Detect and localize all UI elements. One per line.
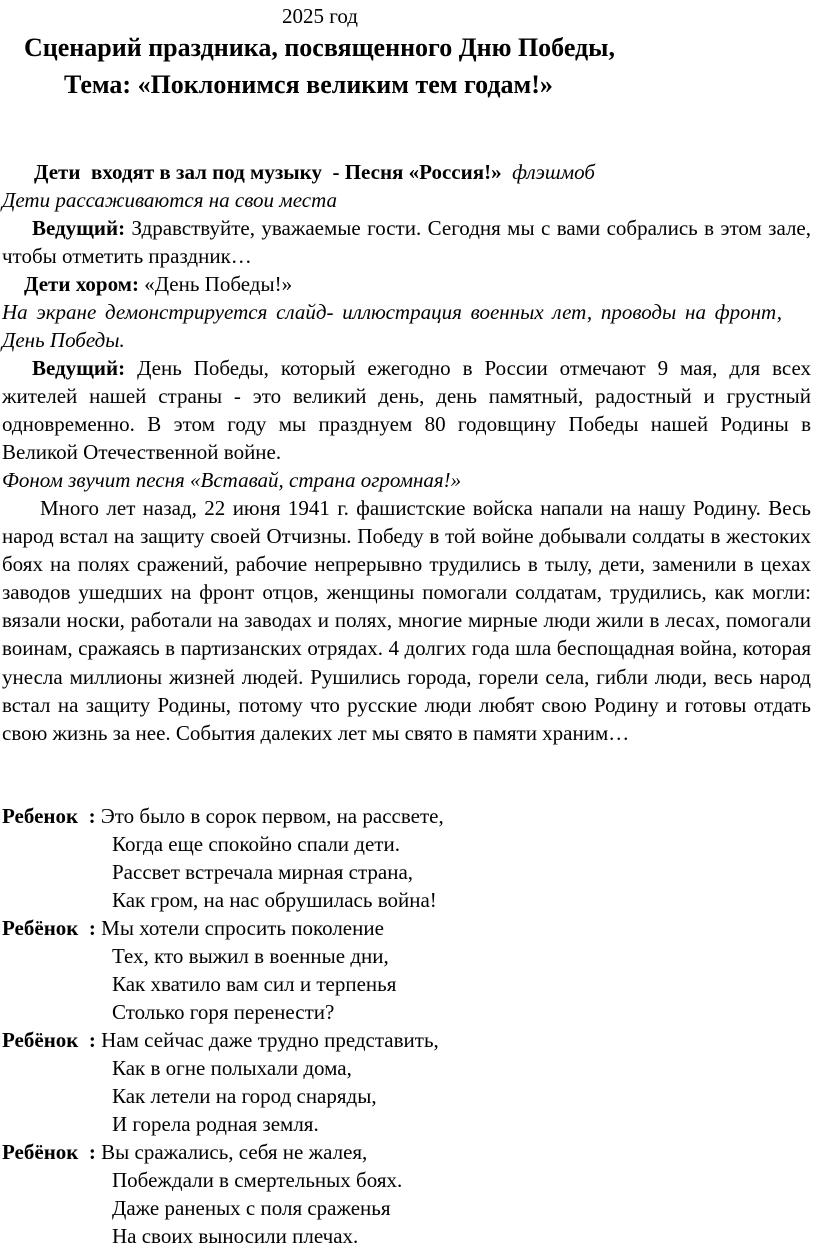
verse-line: Столько горя перенести?	[112, 1000, 335, 1024]
seating-direction: Дети рассаживаются на свои места	[2, 188, 337, 212]
verse-line: Вы сражались, себя не жалея,	[101, 1140, 368, 1164]
year-label: 2025 год	[282, 4, 358, 28]
entrance-text: Дети входят в зал под музыку - Песня «Россия!»	[34, 160, 502, 184]
page-subtitle: Тема: «Поклонимся великим тем годам!»	[64, 70, 553, 99]
slide-direction: На экране демонстрируется слайд- иллюстрация военных лет, проводы на фронт, День Победы.	[2, 300, 782, 353]
flashmob-note: флэшмоб	[512, 160, 595, 184]
verse-line: Как летели на город снаряды,	[112, 1084, 377, 1108]
verse-line: Тех, кто выжил в военные дни,	[112, 944, 389, 968]
speaker-label: Ребенок	[2, 804, 79, 828]
verse-line: Как в огне полыхали дома,	[112, 1056, 352, 1080]
verse-line: Нам сейчас даже трудно представить,	[101, 1028, 439, 1052]
verse-line: Как гром, на нас обрушилась война!	[112, 888, 437, 912]
host-speech-text: День Победы, который ежегодно в России отмечают 9 мая, для всех жителей нашей страны - это великий день, день памятный, радостный и грустный одновременно. В этом году мы празднуем 80 годовщину Победы нашей Родины в Великой Отечественной войне.	[2, 356, 812, 465]
page-title: Сценарий праздника, посвященного Дню Победы,	[24, 33, 615, 62]
verse-speaker: Ребёнок : Вы сражались, себя не жалея,	[2, 1140, 368, 1164]
host-speaker-label: Ведущий:	[32, 216, 126, 240]
verse-line: Даже раненых с поля сраженья	[112, 1196, 391, 1220]
song-direction: Фоном звучит песня «Вставай, страна огромная!»	[2, 468, 462, 492]
verse-line: Побеждали в смертельных боях.	[112, 1168, 403, 1192]
host-greeting-text: Здравствуйте, уважаемые гости. Сегодня мы с вами собрались в этом зале, чтобы отметить праздник…	[2, 216, 811, 269]
chorus-text: «День Победы!»	[144, 272, 293, 296]
speaker-label: Ребёнок	[2, 1028, 79, 1052]
verse-line: Мы хотели спросить поколение	[101, 916, 384, 940]
chorus-speaker-label: Дети хором:	[24, 272, 139, 296]
verse-line: Рассвет встречала мирная страна,	[112, 860, 414, 884]
narrative-paragraph: Много лет назад, 22 июня 1941 г. фашистские войска напали на нашу Родину. Весь народ встал на защиту своей Отчизны. Победу в той войне добывали солдаты в жестоких боях на полях сражений, рабочие непрерывно трудились в тылу, дети, заменили в цехах заводов ушедших на фронт отцов, женщины помогали солдатам, трудились, как могли: вязали носки, работали на заводах и полях, многие мирные люди жили в лесах, помогали воинам, сражаясь в партизанских отрядах. 4 долгих года шла беспощадная война, которая унесла миллионы жизней людей. Рушились города, горели села, гибли люди, весь народ встал на защиту Родины, потому что русские люди любят свою Родину и готовы отдать свою жизнь за нее. События далеких лет мы свято в памяти храним…	[2, 496, 811, 745]
host-greeting	[2, 214, 811, 270]
host-speech	[2, 354, 811, 466]
verse-line: Это было в сорок первом, на рассвете,	[100, 804, 444, 828]
verse-speaker: Ребёнок : Мы хотели спросить поколение	[2, 916, 384, 940]
verse-line: Когда еще спокойно спали дети.	[112, 832, 400, 856]
verse-speaker: Ребенок : Это было в сорок первом, на рассвете,	[2, 804, 444, 828]
chorus-line	[24, 270, 292, 298]
speaker-label: Ребёнок	[2, 1140, 79, 1164]
entrance-direction	[34, 158, 595, 186]
speaker-label: Ребёнок	[2, 916, 79, 940]
host-speaker-label-2: Ведущий:	[32, 356, 126, 380]
verse-line: На своих выносили плечах.	[112, 1224, 359, 1248]
verse-line: Как хватило вам сил и терпенья	[112, 972, 397, 996]
verse-speaker: Ребёнок : Нам сейчас даже трудно представить,	[2, 1028, 439, 1052]
verse-line: И горела родная земля.	[112, 1112, 319, 1136]
